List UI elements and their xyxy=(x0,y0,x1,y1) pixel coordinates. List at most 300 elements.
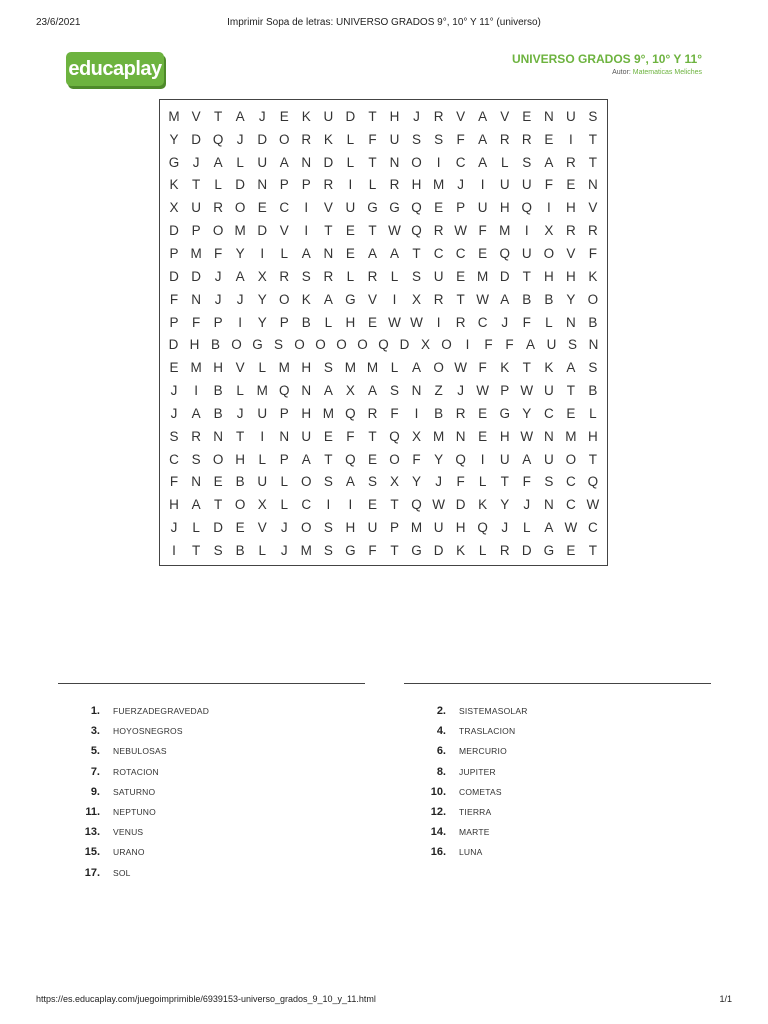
grid-letter[interactable]: X xyxy=(389,474,399,490)
grid-letter[interactable]: H xyxy=(565,200,576,216)
grid-letter[interactable]: B xyxy=(301,314,311,330)
grid-letter[interactable]: E xyxy=(323,428,333,444)
grid-letter[interactable]: A xyxy=(213,154,223,170)
grid-letter[interactable]: U xyxy=(389,131,400,147)
grid-letter[interactable]: U xyxy=(191,200,201,216)
grid-letter[interactable]: Q xyxy=(411,223,422,239)
grid-letter[interactable]: G xyxy=(543,542,555,558)
grid-letter[interactable]: C xyxy=(279,200,290,216)
grid-letter[interactable]: J xyxy=(192,154,200,170)
grid-letter[interactable]: A xyxy=(191,497,201,513)
grid-letter[interactable]: J xyxy=(457,383,464,399)
grid-letter[interactable]: H xyxy=(213,360,223,376)
grid-letter[interactable]: L xyxy=(346,154,355,170)
grid-letter[interactable]: C xyxy=(455,154,466,170)
grid-letter[interactable]: R xyxy=(213,200,223,216)
grid-letter[interactable]: S xyxy=(323,520,333,536)
grid-letter[interactable]: L xyxy=(280,245,289,261)
grid-letter[interactable]: J xyxy=(258,108,266,124)
grid-letter[interactable]: H xyxy=(565,268,576,284)
grid-letter[interactable]: A xyxy=(279,154,289,170)
grid-letter[interactable]: C xyxy=(477,314,488,330)
grid-letter[interactable]: T xyxy=(390,542,399,558)
grid-letter[interactable]: C xyxy=(588,520,598,536)
grid-letter[interactable]: O xyxy=(294,337,305,353)
grid-letter[interactable]: R xyxy=(279,268,290,284)
grid-letter[interactable]: Q xyxy=(455,451,466,467)
grid-letter[interactable]: H xyxy=(301,360,312,376)
grid-letter[interactable]: S xyxy=(588,360,598,376)
grid-letter[interactable]: B xyxy=(588,383,598,399)
grid-letter[interactable]: A xyxy=(525,337,535,353)
grid-letter[interactable]: Z xyxy=(434,383,443,399)
grid-letter[interactable]: L xyxy=(192,520,200,536)
grid-letter[interactable]: M xyxy=(565,428,577,444)
grid-letter[interactable]: V xyxy=(456,108,466,124)
grid-letter[interactable]: A xyxy=(522,451,532,467)
grid-letter[interactable]: O xyxy=(543,245,555,261)
grid-letter[interactable]: S xyxy=(213,542,223,558)
grid-letter[interactable]: I xyxy=(568,131,573,147)
grid-letter[interactable]: U xyxy=(499,451,510,467)
grid-letter[interactable]: P xyxy=(191,223,201,239)
grid-letter[interactable]: N xyxy=(588,337,599,353)
grid-letter[interactable]: Y xyxy=(500,497,510,513)
grid-letter[interactable]: N xyxy=(323,245,334,261)
grid-letter[interactable]: A xyxy=(323,291,333,307)
grid-letter[interactable]: T xyxy=(588,542,598,558)
grid-letter[interactable]: N xyxy=(191,291,201,307)
grid-letter[interactable]: S xyxy=(323,474,333,490)
grid-letter[interactable]: U xyxy=(323,108,334,124)
grid-letter[interactable]: X xyxy=(169,200,179,216)
grid-letter[interactable]: P xyxy=(456,200,466,216)
grid-letter[interactable]: J xyxy=(170,383,178,399)
grid-letter[interactable]: A xyxy=(478,131,488,147)
grid-letter[interactable]: C xyxy=(169,451,179,467)
grid-letter[interactable]: M xyxy=(234,223,246,239)
grid-letter[interactable]: L xyxy=(346,131,355,147)
grid-letter[interactable]: P xyxy=(213,314,223,330)
grid-letter[interactable]: R xyxy=(301,131,312,147)
grid-letter[interactable]: E xyxy=(367,451,377,467)
grid-letter[interactable]: A xyxy=(235,268,245,284)
grid-letter[interactable]: W xyxy=(520,428,534,444)
grid-letter[interactable]: S xyxy=(191,451,201,467)
grid-letter[interactable]: M xyxy=(168,108,180,124)
grid-letter[interactable]: A xyxy=(191,405,201,421)
grid-letter[interactable]: I xyxy=(348,497,353,513)
grid-letter[interactable]: F xyxy=(412,451,421,467)
grid-letter[interactable]: I xyxy=(260,428,265,444)
grid-letter[interactable]: O xyxy=(433,360,444,376)
educaplay-logo[interactable]: educaplay xyxy=(66,52,164,86)
grid-letter[interactable]: N xyxy=(565,314,576,330)
grid-letter[interactable]: X xyxy=(412,428,422,444)
grid-letter[interactable]: V xyxy=(500,108,510,124)
grid-letter[interactable]: K xyxy=(301,291,311,307)
grid-letter[interactable]: R xyxy=(433,291,444,307)
grid-letter[interactable]: F xyxy=(588,245,598,261)
grid-letter[interactable]: H xyxy=(588,428,598,444)
grid-letter[interactable]: H xyxy=(411,177,422,193)
grid-letter[interactable]: N xyxy=(543,497,554,513)
grid-letter[interactable]: L xyxy=(478,542,487,558)
grid-letter[interactable]: P xyxy=(169,245,179,261)
grid-letter[interactable]: N xyxy=(455,428,466,444)
grid-letter[interactable]: M xyxy=(499,223,511,239)
grid-letter[interactable]: A xyxy=(367,383,377,399)
grid-letter[interactable]: R xyxy=(588,223,598,239)
grid-letter[interactable]: Q xyxy=(521,200,533,216)
grid-letter[interactable]: J xyxy=(214,291,222,307)
grid-letter[interactable]: M xyxy=(410,520,423,536)
grid-letter[interactable]: S xyxy=(323,360,333,376)
grid-letter[interactable]: S xyxy=(323,542,333,558)
grid-letter[interactable]: F xyxy=(346,428,355,444)
grid-letter[interactable]: V xyxy=(566,245,576,261)
grid-letter[interactable]: D xyxy=(257,131,268,147)
grid-letter[interactable]: R xyxy=(499,131,510,147)
grid-letter[interactable]: S xyxy=(412,268,422,284)
grid-letter[interactable]: V xyxy=(588,200,598,216)
grid-letter[interactable]: O xyxy=(441,337,452,353)
grid-letter[interactable]: O xyxy=(565,451,577,467)
grid-letter[interactable]: O xyxy=(336,337,347,353)
grid-letter[interactable]: C xyxy=(565,497,576,513)
grid-letter[interactable]: I xyxy=(480,177,485,193)
grid-letter[interactable]: B xyxy=(213,383,223,399)
grid-letter[interactable]: F xyxy=(191,314,201,330)
grid-letter[interactable]: U xyxy=(433,520,444,536)
grid-letter[interactable]: J xyxy=(501,314,509,330)
grid-letter[interactable]: G xyxy=(411,542,422,558)
grid-letter[interactable]: V xyxy=(191,108,201,124)
grid-letter[interactable]: T xyxy=(368,428,377,444)
grid-letter[interactable]: T xyxy=(324,451,333,467)
grid-letter[interactable]: D xyxy=(169,223,179,239)
grid-letter[interactable]: F xyxy=(456,131,465,147)
grid-letter[interactable]: M xyxy=(344,360,357,376)
grid-letter[interactable]: O xyxy=(315,337,326,353)
grid-letter[interactable]: J xyxy=(280,520,288,536)
grid-letter[interactable]: X xyxy=(420,337,430,353)
grid-letter[interactable]: J xyxy=(435,474,442,490)
grid-letter[interactable]: C xyxy=(455,245,466,261)
grid-letter[interactable]: X xyxy=(257,497,267,513)
grid-letter[interactable]: U xyxy=(543,451,554,467)
grid-letter[interactable]: I xyxy=(194,383,198,399)
grid-letter[interactable]: U xyxy=(257,154,268,170)
grid-letter[interactable]: I xyxy=(414,405,419,421)
grid-letter[interactable]: F xyxy=(505,337,514,353)
grid-letter[interactable]: T xyxy=(191,542,201,558)
grid-letter[interactable]: Y xyxy=(257,291,267,307)
grid-letter[interactable]: Q xyxy=(279,383,290,399)
grid-letter[interactable]: P xyxy=(169,314,179,330)
grid-letter[interactable]: I xyxy=(436,154,441,170)
grid-letter[interactable]: Q xyxy=(389,428,400,444)
grid-letter[interactable]: C xyxy=(433,245,444,261)
grid-letter[interactable]: F xyxy=(368,131,377,147)
grid-letter[interactable]: J xyxy=(280,542,288,558)
grid-letter[interactable]: F xyxy=(456,474,465,490)
grid-letter[interactable]: D xyxy=(323,154,334,170)
grid-letter[interactable]: A xyxy=(345,474,355,490)
grid-letter[interactable]: F xyxy=(484,337,493,353)
grid-letter[interactable]: R xyxy=(389,177,400,193)
grid-letter[interactable]: C xyxy=(565,474,576,490)
grid-letter[interactable]: E xyxy=(367,314,377,330)
grid-letter[interactable]: N xyxy=(213,428,223,444)
grid-letter[interactable]: M xyxy=(300,542,312,558)
grid-letter[interactable]: L xyxy=(258,542,266,558)
grid-letter[interactable]: V xyxy=(367,291,377,307)
grid-letter[interactable]: P xyxy=(301,177,311,193)
grid-letter[interactable]: T xyxy=(566,383,575,399)
grid-letter[interactable]: H xyxy=(189,337,200,353)
grid-letter[interactable]: A xyxy=(301,245,311,261)
grid-letter[interactable]: R xyxy=(455,314,466,330)
grid-letter[interactable]: T xyxy=(213,497,223,513)
grid-letter[interactable]: Y xyxy=(235,245,245,261)
grid-letter[interactable]: J xyxy=(170,405,178,421)
grid-letter[interactable]: R xyxy=(433,108,444,124)
grid-letter[interactable]: F xyxy=(544,177,553,193)
grid-letter[interactable]: B xyxy=(235,474,245,490)
grid-letter[interactable]: D xyxy=(345,108,356,124)
grid-letter[interactable]: H xyxy=(345,520,356,536)
grid-letter[interactable]: U xyxy=(257,405,268,421)
grid-letter[interactable]: D xyxy=(213,520,223,536)
grid-letter[interactable]: L xyxy=(324,314,333,330)
grid-letter[interactable]: G xyxy=(345,542,356,558)
grid-letter[interactable]: L xyxy=(523,520,531,536)
grid-letter[interactable]: P xyxy=(279,314,289,330)
grid-letter[interactable]: T xyxy=(456,291,465,307)
grid-letter[interactable]: C xyxy=(301,497,312,513)
grid-letter[interactable]: I xyxy=(238,314,243,330)
grid-letter[interactable]: L xyxy=(390,360,399,376)
grid-letter[interactable]: R xyxy=(521,131,532,147)
grid-letter[interactable]: B xyxy=(213,405,223,421)
grid-letter[interactable]: H xyxy=(543,268,554,284)
grid-letter[interactable]: G xyxy=(499,405,510,421)
grid-letter[interactable]: L xyxy=(346,268,355,284)
grid-letter[interactable]: Y xyxy=(434,451,444,467)
grid-letter[interactable]: W xyxy=(520,383,534,399)
grid-letter[interactable]: U xyxy=(499,177,510,193)
grid-letter[interactable]: Q xyxy=(345,451,356,467)
grid-letter[interactable]: N xyxy=(543,108,554,124)
grid-letter[interactable]: I xyxy=(465,337,470,353)
grid-letter[interactable]: E xyxy=(456,268,466,284)
grid-letter[interactable]: S xyxy=(273,337,283,353)
grid-letter[interactable]: R xyxy=(565,223,576,239)
grid-letter[interactable]: O xyxy=(234,497,246,513)
grid-letter[interactable]: E xyxy=(345,245,355,261)
grid-letter[interactable]: J xyxy=(457,177,464,193)
grid-letter[interactable]: Q xyxy=(378,337,389,353)
grid-letter[interactable]: H xyxy=(499,428,510,444)
grid-letter[interactable]: A xyxy=(544,154,554,170)
grid-letter[interactable]: N xyxy=(301,154,312,170)
grid-letter[interactable]: P xyxy=(500,383,510,399)
grid-letter[interactable]: I xyxy=(348,177,353,193)
grid-letter[interactable]: H xyxy=(455,520,466,536)
grid-letter[interactable]: D xyxy=(257,223,268,239)
grid-letter[interactable]: D xyxy=(169,268,179,284)
grid-letter[interactable]: B xyxy=(544,291,554,307)
grid-letter[interactable]: T xyxy=(324,223,333,239)
grid-letter[interactable]: L xyxy=(280,497,289,513)
grid-letter[interactable]: R xyxy=(499,542,510,558)
grid-letter[interactable]: G xyxy=(345,291,356,307)
grid-letter[interactable]: R xyxy=(367,268,378,284)
grid-letter[interactable]: M xyxy=(432,428,445,444)
grid-letter[interactable]: L xyxy=(258,360,266,376)
grid-letter[interactable]: U xyxy=(301,428,312,444)
grid-letter[interactable]: L xyxy=(236,154,244,170)
grid-letter[interactable]: S xyxy=(169,428,179,444)
grid-letter[interactable]: U xyxy=(546,337,557,353)
grid-letter[interactable]: D xyxy=(191,268,201,284)
grid-letter[interactable]: G xyxy=(389,200,400,216)
grid-letter[interactable]: Q xyxy=(411,200,422,216)
grid-letter[interactable]: T xyxy=(412,245,421,261)
grid-letter[interactable]: T xyxy=(368,223,377,239)
grid-letter[interactable]: F xyxy=(368,542,377,558)
grid-letter[interactable]: T xyxy=(588,131,598,147)
grid-letter[interactable]: I xyxy=(392,291,397,307)
grid-letter[interactable]: V xyxy=(279,223,289,239)
grid-letter[interactable]: U xyxy=(367,520,378,536)
grid-letter[interactable]: Q xyxy=(587,474,599,490)
grid-letter[interactable]: L xyxy=(214,177,222,193)
grid-letter[interactable]: I xyxy=(326,497,331,513)
grid-letter[interactable]: R xyxy=(323,268,334,284)
grid-letter[interactable]: R xyxy=(455,405,466,421)
grid-letter[interactable]: V xyxy=(257,520,267,536)
grid-letter[interactable]: J xyxy=(214,268,222,284)
grid-letter[interactable]: B xyxy=(210,337,220,353)
grid-letter[interactable]: A xyxy=(544,520,554,536)
grid-letter[interactable]: H xyxy=(345,314,356,330)
grid-letter[interactable]: F xyxy=(213,245,223,261)
grid-letter[interactable]: I xyxy=(546,200,551,216)
grid-letter[interactable]: N xyxy=(411,383,422,399)
grid-letter[interactable]: M xyxy=(366,360,379,376)
grid-letter[interactable]: T xyxy=(213,108,223,124)
grid-letter[interactable]: S xyxy=(522,154,532,170)
grid-letter[interactable]: H xyxy=(235,451,246,467)
grid-letter[interactable]: V xyxy=(235,360,245,376)
grid-letter[interactable]: E xyxy=(566,542,576,558)
grid-letter[interactable]: O xyxy=(212,451,224,467)
grid-letter[interactable]: K xyxy=(169,177,179,193)
grid-letter[interactable]: N xyxy=(588,177,598,193)
grid-letter[interactable]: A xyxy=(301,451,311,467)
grid-letter[interactable]: F xyxy=(478,223,487,239)
grid-letter[interactable]: G xyxy=(367,200,378,216)
grid-letter[interactable]: P xyxy=(279,405,289,421)
grid-letter[interactable]: O xyxy=(357,337,368,353)
grid-letter[interactable]: A xyxy=(235,108,245,124)
grid-letter[interactable]: K xyxy=(500,360,510,376)
grid-letter[interactable]: J xyxy=(170,520,178,536)
grid-letter[interactable]: F xyxy=(478,360,487,376)
grid-letter[interactable]: O xyxy=(411,154,422,170)
grid-letter[interactable]: X xyxy=(412,291,422,307)
grid-letter[interactable]: Y xyxy=(169,131,179,147)
grid-letter[interactable]: I xyxy=(260,245,265,261)
grid-letter[interactable]: T xyxy=(588,154,598,170)
grid-letter[interactable]: G xyxy=(168,154,180,170)
grid-letter[interactable]: B xyxy=(522,291,532,307)
grid-letter[interactable]: E xyxy=(566,405,576,421)
grid-letter[interactable]: A xyxy=(478,108,488,124)
grid-letter[interactable]: O xyxy=(301,520,312,536)
grid-letter[interactable]: T xyxy=(500,474,509,490)
grid-letter[interactable]: W xyxy=(388,223,401,239)
grid-letter[interactable]: E xyxy=(169,360,179,376)
grid-letter[interactable]: D xyxy=(433,542,444,558)
grid-letter[interactable]: J xyxy=(236,405,244,421)
grid-letter[interactable]: M xyxy=(432,177,445,193)
grid-letter[interactable]: C xyxy=(543,405,554,421)
grid-letter[interactable]: Y xyxy=(257,314,267,330)
grid-letter[interactable]: R xyxy=(323,177,334,193)
grid-letter[interactable]: K xyxy=(301,108,311,124)
grid-letter[interactable]: V xyxy=(323,200,333,216)
grid-letter[interactable]: L xyxy=(258,451,266,467)
grid-letter[interactable]: T xyxy=(390,497,399,513)
grid-letter[interactable]: L xyxy=(500,154,509,170)
grid-letter[interactable]: S xyxy=(567,337,577,353)
grid-letter[interactable]: M xyxy=(190,360,202,376)
grid-letter[interactable]: P xyxy=(279,177,289,193)
grid-letter[interactable]: P xyxy=(279,451,289,467)
grid-letter[interactable]: I xyxy=(304,200,309,216)
grid-letter[interactable]: J xyxy=(236,131,244,147)
grid-letter[interactable]: E xyxy=(279,108,289,124)
grid-letter[interactable]: S xyxy=(588,108,598,124)
grid-letter[interactable]: S xyxy=(544,474,554,490)
grid-letter[interactable]: S xyxy=(434,131,444,147)
grid-letter[interactable]: A xyxy=(412,360,422,376)
grid-letter[interactable]: F xyxy=(390,405,399,421)
grid-letter[interactable]: D xyxy=(399,337,410,353)
grid-letter[interactable]: W xyxy=(476,291,490,307)
grid-letter[interactable]: I xyxy=(304,223,309,239)
grid-letter[interactable]: S xyxy=(389,383,399,399)
grid-letter[interactable]: A xyxy=(367,245,377,261)
grid-letter[interactable]: O xyxy=(587,291,599,307)
grid-letter[interactable]: Q xyxy=(345,405,356,421)
grid-letter[interactable]: L xyxy=(589,405,597,421)
grid-letter[interactable]: W xyxy=(454,360,467,376)
grid-letter[interactable]: T xyxy=(368,154,377,170)
grid-letter[interactable]: W xyxy=(476,383,490,399)
grid-letter[interactable]: W xyxy=(388,314,401,330)
grid-letter[interactable]: W xyxy=(586,497,600,513)
grid-letter[interactable]: D xyxy=(455,497,466,513)
grid-letter[interactable]: X xyxy=(345,383,355,399)
grid-letter[interactable]: N xyxy=(389,154,400,170)
grid-letter[interactable]: T xyxy=(522,268,531,284)
grid-letter[interactable]: E xyxy=(235,520,245,536)
grid-letter[interactable]: E xyxy=(478,245,488,261)
